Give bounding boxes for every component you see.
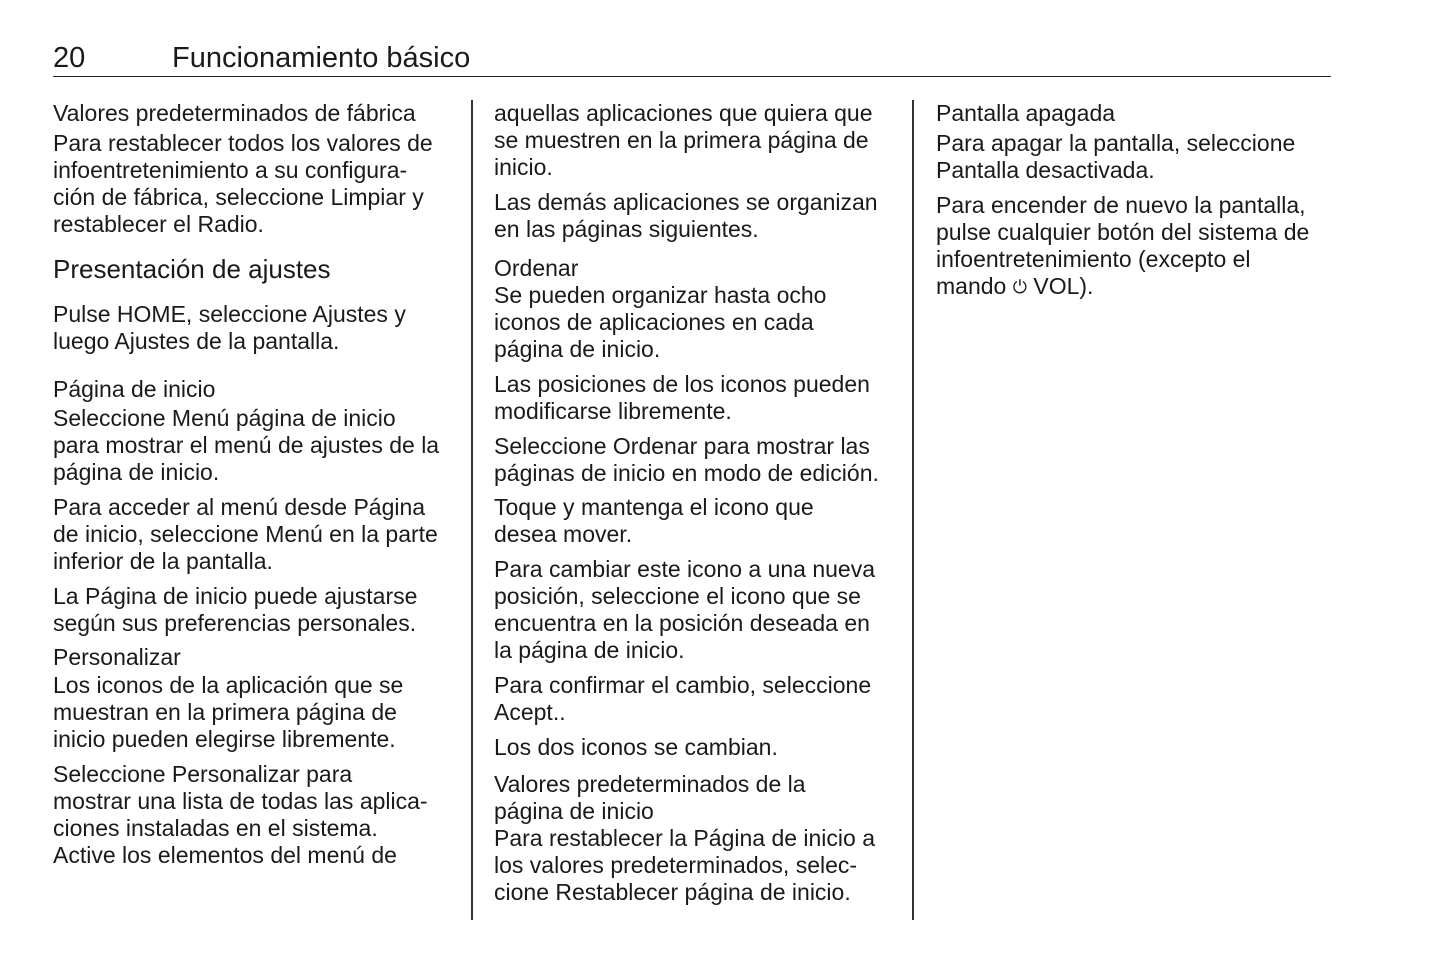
paragraph-line: Para restablecer la Página de inicio a — [494, 825, 876, 851]
paragraph-line: Pantalla desactivada. — [936, 157, 1155, 183]
paragraph-line: Seleccione Ordenar para mostrar las — [494, 433, 870, 459]
paragraph-line: muestran en la primera página de — [53, 699, 397, 725]
paragraph-line: luego Ajustes de la pantalla. — [53, 328, 340, 354]
subheading-screen-off: Pantalla apagada — [936, 100, 1116, 126]
paragraph-line: modificarse libremente. — [494, 398, 732, 424]
paragraph-line: restablecer el Radio. — [53, 211, 264, 237]
paragraph-line: Pulse HOME, seleccione Ajustes y — [53, 301, 406, 327]
text-fragment: VOL). — [1033, 273, 1094, 299]
page-number: 20 — [53, 42, 86, 74]
subheading-personalize: Personalizar — [53, 644, 181, 670]
paragraph-line: Se pueden organizar hasta ocho — [494, 282, 827, 308]
paragraph-line: Acept.. — [494, 699, 566, 725]
section-heading-display-settings: Presentación de ajustes — [53, 254, 331, 284]
subheading-home-defaults-cont: página de inicio — [494, 798, 654, 824]
paragraph-line: de inicio, seleccione Menú en la parte — [53, 521, 438, 547]
paragraph-line: página de inicio. — [494, 336, 661, 362]
paragraph-line: Las posiciones de los iconos pueden — [494, 371, 870, 397]
paragraph-line: mostrar una lista de todas las aplica- — [53, 788, 428, 814]
subheading-arrange: Ordenar — [494, 255, 579, 281]
paragraph-line: La Página de inicio puede ajustarse — [53, 583, 418, 609]
page-header — [53, 40, 1331, 77]
paragraph-line: en las páginas siguientes. — [494, 216, 759, 242]
paragraph-line: Para cambiar este icono a una nueva — [494, 556, 876, 582]
paragraph-line: Para confirmar el cambio, seleccione — [494, 672, 872, 698]
paragraph-line: páginas de inicio en modo de edición. — [494, 460, 879, 486]
paragraph-line: Los dos iconos se cambian. — [494, 734, 778, 760]
paragraph-line: desea mover. — [494, 521, 633, 547]
paragraph-line: para mostrar el menú de ajustes de la — [53, 432, 440, 458]
paragraph-line: aquellas aplicaciones que quiera que — [494, 100, 873, 126]
paragraph-line: Para acceder al menú desde Página — [53, 494, 426, 520]
subheading-factory-defaults: Valores predeterminados de fábrica — [53, 100, 416, 126]
paragraph-line: Las demás aplicaciones se organizan — [494, 189, 878, 215]
paragraph-line: los valores predeterminados, selec- — [494, 852, 858, 878]
paragraph-line: Active los elementos del menú de — [53, 842, 397, 868]
column-divider-2 — [912, 100, 914, 920]
paragraph-line: iconos de aplicaciones en cada — [494, 309, 814, 335]
paragraph-line: Los iconos de la aplicación que se — [53, 672, 404, 698]
paragraph-line: inicio. — [494, 154, 553, 180]
subheading-home-page: Página de inicio — [53, 376, 216, 402]
paragraph-line: Seleccione Personalizar para — [53, 761, 353, 787]
paragraph-line: Toque y mantenga el icono que — [494, 494, 814, 520]
paragraph-line: inicio pueden elegirse libremente. — [53, 726, 396, 752]
paragraph-line: según sus preferencias personales. — [53, 610, 417, 636]
paragraph-line: Para encender de nuevo la pantalla, — [936, 192, 1306, 218]
text-fragment: mando — [936, 273, 1007, 299]
power-icon: ⏻ — [1012, 277, 1027, 297]
paragraph-line: inferior de la pantalla. — [53, 548, 273, 574]
paragraph-line: infoentretenimiento a su configura- — [53, 157, 408, 183]
paragraph-line: pulse cualquier botón del sistema de — [936, 219, 1310, 245]
paragraph-line: página de inicio. — [53, 459, 220, 485]
paragraph-line: infoentretenimiento (excepto el — [936, 246, 1251, 272]
paragraph-line: encuentra en la posición deseada en — [494, 610, 870, 636]
page-title: Funcionamiento básico — [172, 42, 471, 74]
paragraph-line: ción de fábrica, seleccione Limpiar y — [53, 184, 424, 210]
paragraph-line: Seleccione Menú página de inicio — [53, 405, 396, 431]
paragraph-line: ciones instaladas en el sistema. — [53, 815, 378, 841]
paragraph-line: Para apagar la pantalla, seleccione — [936, 130, 1296, 156]
subheading-home-defaults: Valores predeterminados de la — [494, 771, 806, 797]
column-divider-1 — [471, 100, 473, 920]
paragraph-line: se muestren en la primera página de — [494, 127, 869, 153]
paragraph-line: posición, seleccione el icono que se — [494, 583, 861, 609]
paragraph-line: la página de inicio. — [494, 637, 685, 663]
paragraph-line-vol — [936, 273, 1093, 301]
paragraph-line: cione Restablecer página de inicio. — [494, 879, 851, 905]
paragraph-line: Para restablecer todos los valores de — [53, 130, 433, 156]
